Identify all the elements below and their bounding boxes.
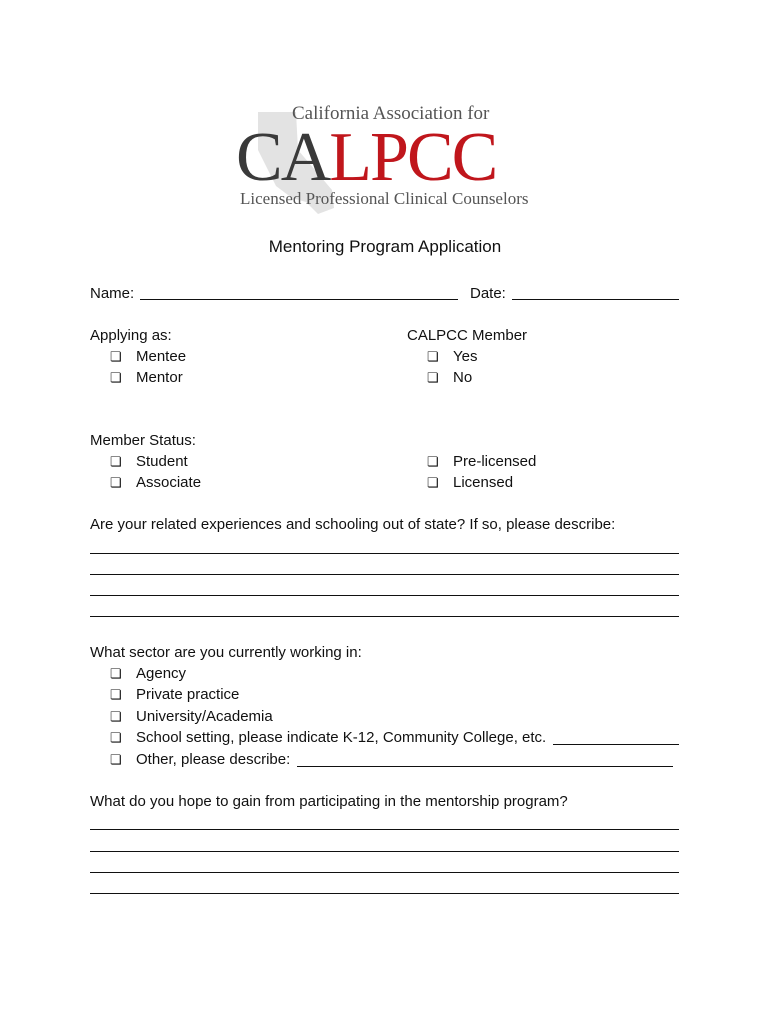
member-yes-option[interactable] <box>427 348 477 366</box>
applying-mentor-option[interactable] <box>110 369 183 387</box>
checkbox-icon[interactable]: ❏ <box>110 349 122 364</box>
option-label: Student <box>136 453 188 470</box>
sector-university-option[interactable] <box>110 708 273 726</box>
date-field[interactable] <box>512 299 679 300</box>
answer-line[interactable] <box>90 616 679 617</box>
date-label: Date: <box>470 285 506 302</box>
option-label: School setting, please indicate K-12, Community College, etc. <box>136 729 547 746</box>
option-label: Yes <box>453 348 478 365</box>
logo-wordmark <box>236 119 497 196</box>
school-setting-field[interactable] <box>553 744 679 745</box>
member-no-option[interactable] <box>427 369 472 387</box>
answer-line[interactable] <box>90 829 679 830</box>
option-label: Licensed <box>453 474 514 491</box>
sector-agency-option[interactable] <box>110 665 186 683</box>
option-label: Associate <box>136 474 202 491</box>
checkbox-icon[interactable]: ❏ <box>110 475 122 490</box>
out-of-state-question: Are your related experiences and schooling out of state? If so, please describe: <box>90 516 616 533</box>
calpcc-member-label: CALPCC Member <box>407 327 528 344</box>
status-prelicensed-option[interactable] <box>427 453 536 471</box>
checkbox-icon[interactable]: ❏ <box>110 454 122 469</box>
sector-school-setting-option[interactable] <box>110 729 546 747</box>
option-label: Private practice <box>136 686 240 703</box>
logo-mark-ca: CA <box>236 119 330 196</box>
checkbox-icon[interactable]: ❏ <box>110 687 122 702</box>
other-description-field[interactable] <box>297 766 673 767</box>
sector-private-practice-option[interactable] <box>110 686 239 704</box>
checkbox-icon[interactable]: ❏ <box>110 752 122 767</box>
answer-line[interactable] <box>90 872 679 873</box>
checkbox-icon[interactable]: ❏ <box>427 454 439 469</box>
status-associate-option[interactable] <box>110 474 201 492</box>
answer-line[interactable] <box>90 893 679 894</box>
name-label: Name: <box>90 285 135 302</box>
option-label: Mentor <box>136 369 183 386</box>
checkbox-icon[interactable]: ❏ <box>110 666 122 681</box>
status-licensed-option[interactable] <box>427 474 513 492</box>
option-label: Agency <box>136 665 187 682</box>
checkbox-icon[interactable]: ❏ <box>110 709 122 724</box>
answer-line[interactable] <box>90 595 679 596</box>
option-label: Other, please describe: <box>136 751 291 768</box>
logo-mark-lpcc: LPCC <box>329 119 497 196</box>
page-title: Mentoring Program Application <box>268 237 502 256</box>
status-student-option[interactable] <box>110 453 188 471</box>
logo-association-line: California Association for <box>292 103 490 124</box>
member-status-label: Member Status: <box>90 432 196 449</box>
applying-as-label: Applying as: <box>90 327 172 344</box>
option-label: Mentee <box>136 348 187 365</box>
answer-line[interactable] <box>90 553 679 554</box>
checkbox-icon[interactable]: ❏ <box>427 349 439 364</box>
sector-question: What sector are you currently working in: <box>90 644 362 661</box>
sector-other-option[interactable] <box>110 751 290 769</box>
option-label: Pre-licensed <box>453 453 537 470</box>
option-label: No <box>453 369 473 386</box>
applying-mentee-option[interactable] <box>110 348 186 366</box>
answer-line[interactable] <box>90 851 679 852</box>
logo-licensed-line: Licensed Professional Clinical Counselors <box>240 189 529 208</box>
checkbox-icon[interactable]: ❏ <box>427 370 439 385</box>
checkbox-icon[interactable]: ❏ <box>110 370 122 385</box>
option-label: University/Academia <box>136 708 273 725</box>
checkbox-icon[interactable]: ❏ <box>427 475 439 490</box>
calpcc-logo <box>236 98 536 218</box>
answer-line[interactable] <box>90 574 679 575</box>
checkbox-icon[interactable]: ❏ <box>110 730 122 745</box>
gain-question: What do you hope to gain from participating in the mentorship program? <box>90 793 568 810</box>
name-field[interactable] <box>140 299 458 300</box>
